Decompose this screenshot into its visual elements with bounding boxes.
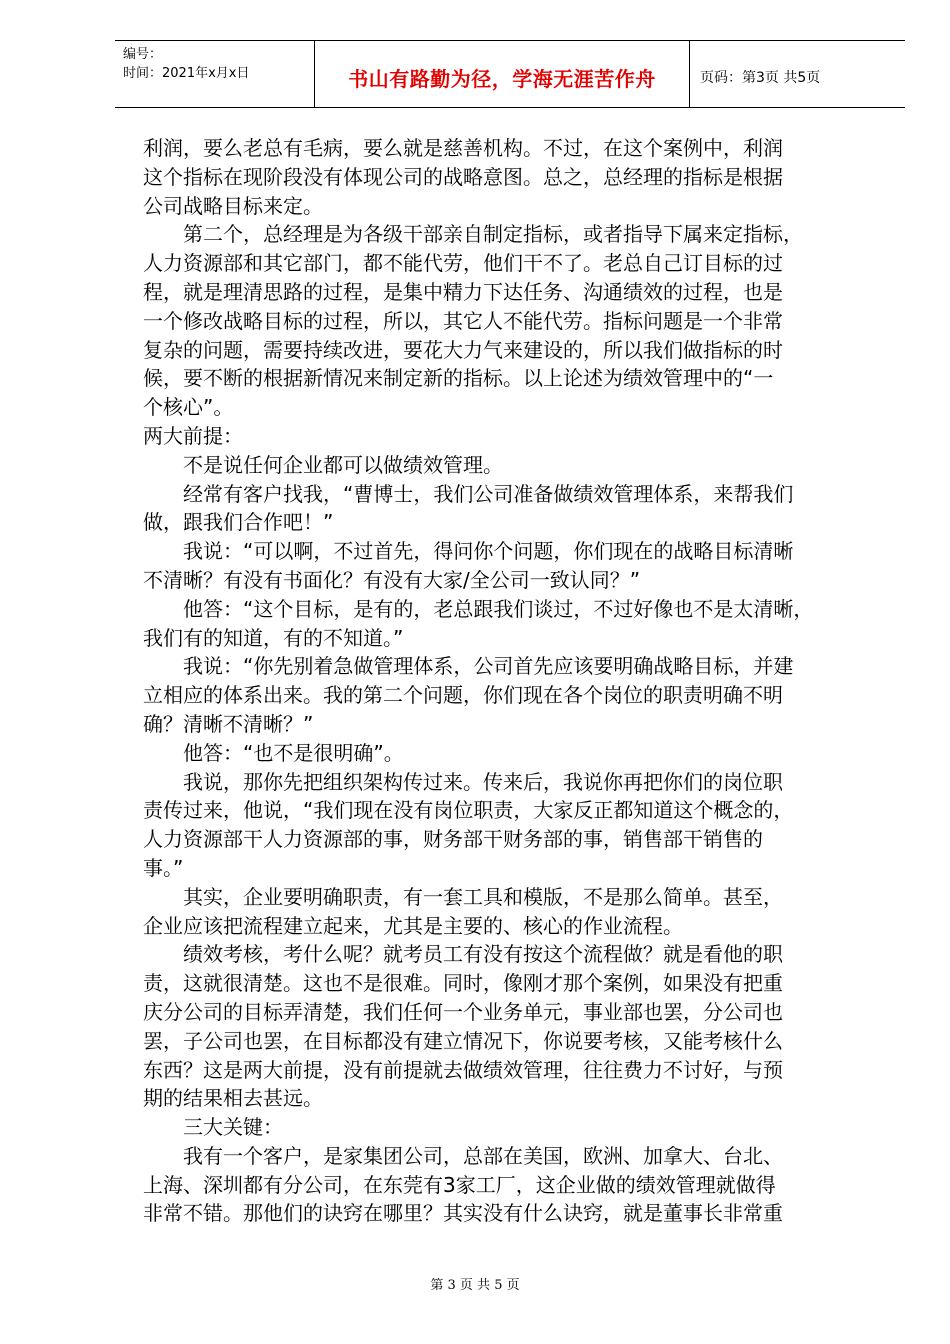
text-line: 我说，那你先把组织架构传过来。传来后，我说你再把你们的岗位职: [143, 769, 783, 794]
text-line: 我有一个客户，是家集团公司，总部在美国，欧洲、加拿大、台北、: [143, 1143, 783, 1168]
body-text: [143, 134, 893, 1228]
text-line: 我们有的知道，有的不知道。”: [143, 625, 404, 650]
text-line: 非常不错。那他们的诀窍在哪里？其实没有什么诀窍，就是董事长非常重: [143, 1201, 783, 1226]
text-line: 复杂的问题，需要持续改进，要花大力气来建设的，所以我们做指标的时: [143, 337, 783, 362]
text-line: 这个指标在现阶段没有体现公司的战略意图。总之，总经理的指标是根据: [143, 164, 783, 189]
document-header: [115, 40, 905, 108]
text-line: 我说：“你先别着急做管理体系，公司首先应该要明确战略目标，并建: [143, 654, 794, 679]
text-line: 经常有客户找我，“曹博士，我们公司准备做绩效管理体系，来帮我们: [143, 481, 794, 506]
text-line: 其实，企业要明确职责，有一套工具和模版，不是那么简单。甚至，: [143, 884, 783, 909]
header-meta: [115, 41, 315, 107]
text-line: 上海、深圳都有分公司，在东莞有3家工厂，这企业做的绩效管理就做得: [143, 1172, 776, 1197]
text-line: 人力资源部干人力资源部的事，财务部干财务部的事，销售部干销售的: [143, 827, 763, 852]
code-label: 编号：: [123, 47, 163, 62]
text-line: 个核心”。: [143, 395, 234, 420]
text-line: 第二个，总经理是为各级干部亲自制定指标，或者指导下属来定指标，: [143, 222, 803, 247]
text-line: 做，跟我们合作吧！”: [143, 510, 334, 535]
header-page-info: 页码：第3页 共5页: [700, 70, 821, 86]
text-line: 他答：“也不是很明确”。: [143, 740, 404, 765]
text-line: 两大前提：: [143, 423, 243, 448]
text-line: 期的结果相去甚远。: [143, 1086, 323, 1111]
text-line: 人力资源部和其它部门，都不能代劳，他们干不了。老总自己订目标的过: [143, 251, 783, 276]
text-line: 责，这就很清楚。这也不是很难。同时，像刚才那个案例，如果没有把重: [143, 971, 783, 996]
text-line: 一个修改战略目标的过程，所以，其它人不能代劳。指标问题是一个非常: [143, 308, 783, 333]
text-line: 不是说任何企业都可以做绩效管理。: [143, 452, 503, 477]
text-line: 绩效考核，考什么呢？就考员工有没有按这个流程做？就是看他的职: [143, 942, 783, 967]
text-line: 程，就是理清思路的过程，是集中精力下达任务、沟通绩效的过程，也是: [143, 279, 783, 304]
text-line: 罢，子公司也罢，在目标都没有建立情况下，你说要考核，又能考核什么: [143, 1028, 783, 1053]
text-line: 东西？这是两大前提，没有前提就去做绩效管理，往往费力不讨好，与预: [143, 1057, 783, 1082]
text-line: 候，要不断的根据新情况来制定新的指标。以上论述为绩效管理中的“一: [143, 366, 774, 391]
time-line: 时间：2021年x月x日: [123, 66, 250, 81]
text-line: 他答：“这个目标，是有的，老总跟我们谈过，不过好像也不是太清晰，: [143, 596, 814, 621]
text-line: 事。”: [143, 855, 184, 880]
text-line: 确？清晰不清晰？”: [143, 711, 314, 736]
text-line: 不清晰？有没有书面化？有没有大家/全公司一致认同？”: [143, 567, 641, 592]
text-line: 我说：“可以啊，不过首先，得问你个问题，你们现在的战略目标清晰: [143, 539, 794, 564]
text-line: 立相应的体系出来。我的第二个问题，你们现在各个岗位的职责明确不明: [143, 683, 783, 708]
text-line: 庆分公司的目标弄清楚，我们任何一个业务单元，事业部也罢，分公司也: [143, 999, 783, 1024]
page-footer: 第 3 页 共 5 页: [430, 1278, 520, 1293]
text-line: 责传过来，他说，“我们现在没有岗位职责，大家反正都知道这个概念的，: [143, 798, 794, 823]
text-line: 企业应该把流程建立起来，尤其是主要的、核心的作业流程。: [143, 913, 683, 938]
text-line: 公司战略目标来定。: [143, 193, 323, 218]
text-line: 利润，要么老总有毛病，要么就是慈善机构。不过，在这个案例中，利润: [143, 136, 783, 160]
header-motto: 书山有路勤为径，学海无涯苦作舟: [315, 41, 690, 107]
text-line: 三大关键：: [143, 1115, 283, 1140]
